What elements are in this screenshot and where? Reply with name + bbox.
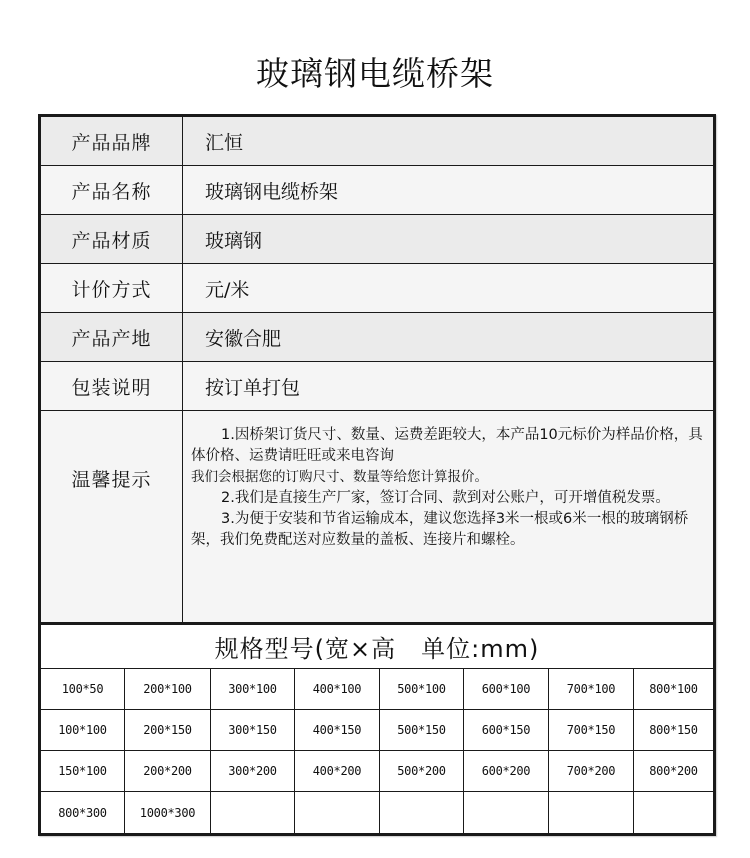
spec-cell: 500*200 — [380, 751, 464, 792]
spec-cell-empty — [634, 792, 713, 833]
spec-cell: 300*200 — [211, 751, 295, 792]
spec-cell: 500*150 — [380, 710, 464, 751]
spec-header: 规格型号(宽×高 单位:mm) — [41, 625, 713, 669]
spec-cell: 400*150 — [295, 710, 380, 751]
spec-cell-empty — [464, 792, 549, 833]
spec-cell-empty — [380, 792, 464, 833]
info-value: 按订单打包 — [205, 376, 301, 399]
spec-cell: 100*100 — [41, 710, 125, 751]
spec-cell: 700*150 — [549, 710, 634, 751]
spec-cell: 300*150 — [211, 710, 295, 751]
spec-cell: 150*100 — [41, 751, 125, 792]
spec-cell: 200*100 — [125, 669, 211, 710]
spec-cell-empty — [211, 792, 295, 833]
info-label: 产品材质 — [41, 215, 183, 263]
spec-cell: 500*100 — [380, 669, 464, 710]
tip-line-1b: 我们会根据您的订购尺寸、数量等给您计算报价。 — [191, 469, 488, 485]
tips-row — [41, 411, 713, 625]
product-spec-sheet — [38, 114, 716, 836]
info-label: 产品产地 — [41, 313, 183, 361]
page-title: 玻璃钢电缆桥架 — [256, 54, 494, 93]
spec-cell: 700*200 — [549, 751, 634, 792]
info-row-name — [41, 166, 713, 215]
tip-line-2: 2.我们是直接生产厂家，签订合同、款到对公账户，可开增值税发票。 — [221, 490, 670, 506]
info-value: 安徽合肥 — [205, 327, 282, 350]
tips-body — [183, 411, 713, 622]
spec-cell: 700*100 — [549, 669, 634, 710]
spec-cell: 400*100 — [295, 669, 380, 710]
spec-cell: 300*100 — [211, 669, 295, 710]
info-row-packaging — [41, 362, 713, 411]
info-label: 计价方式 — [41, 264, 183, 312]
spec-cell: 400*200 — [295, 751, 380, 792]
spec-cell: 800*150 — [634, 710, 713, 751]
spec-cell: 800*200 — [634, 751, 713, 792]
info-row-pricing — [41, 264, 713, 313]
spec-cell: 800*300 — [41, 792, 125, 833]
info-value: 汇恒 — [205, 131, 244, 154]
spec-cell: 600*150 — [464, 710, 549, 751]
info-value: 玻璃钢电缆桥架 — [205, 180, 339, 203]
info-value: 玻璃钢 — [205, 229, 263, 252]
spec-cell: 600*200 — [464, 751, 549, 792]
spec-cell-empty — [295, 792, 380, 833]
info-label: 产品品牌 — [41, 117, 183, 165]
spec-cell: 200*150 — [125, 710, 211, 751]
info-row-material — [41, 215, 713, 264]
spec-cell: 800*100 — [634, 669, 713, 710]
spec-cell-empty — [549, 792, 634, 833]
spec-grid — [41, 669, 713, 833]
info-value: 元/米 — [205, 278, 250, 301]
info-row-brand — [41, 117, 713, 166]
tip-line-1: 1.因桥架订货尺寸、数量、运费差距较大，本产品10元标价为样品价格，具体价格、运费请旺旺或来电咨询 — [191, 427, 703, 464]
spec-cell: 600*100 — [464, 669, 549, 710]
spec-cell: 1000*300 — [125, 792, 211, 833]
spec-cell: 200*200 — [125, 751, 211, 792]
info-row-origin — [41, 313, 713, 362]
info-label: 产品名称 — [41, 166, 183, 214]
tip-line-3: 3.为便于安装和节省运输成本，建议您选择3米一根或6米一根的玻璃钢桥架，我们免费配送对应数量的盖板、连接片和螺栓。 — [191, 511, 689, 548]
info-label: 包装说明 — [41, 362, 183, 410]
tips-label: 温馨提示 — [41, 411, 183, 622]
spec-cell: 100*50 — [41, 669, 125, 710]
